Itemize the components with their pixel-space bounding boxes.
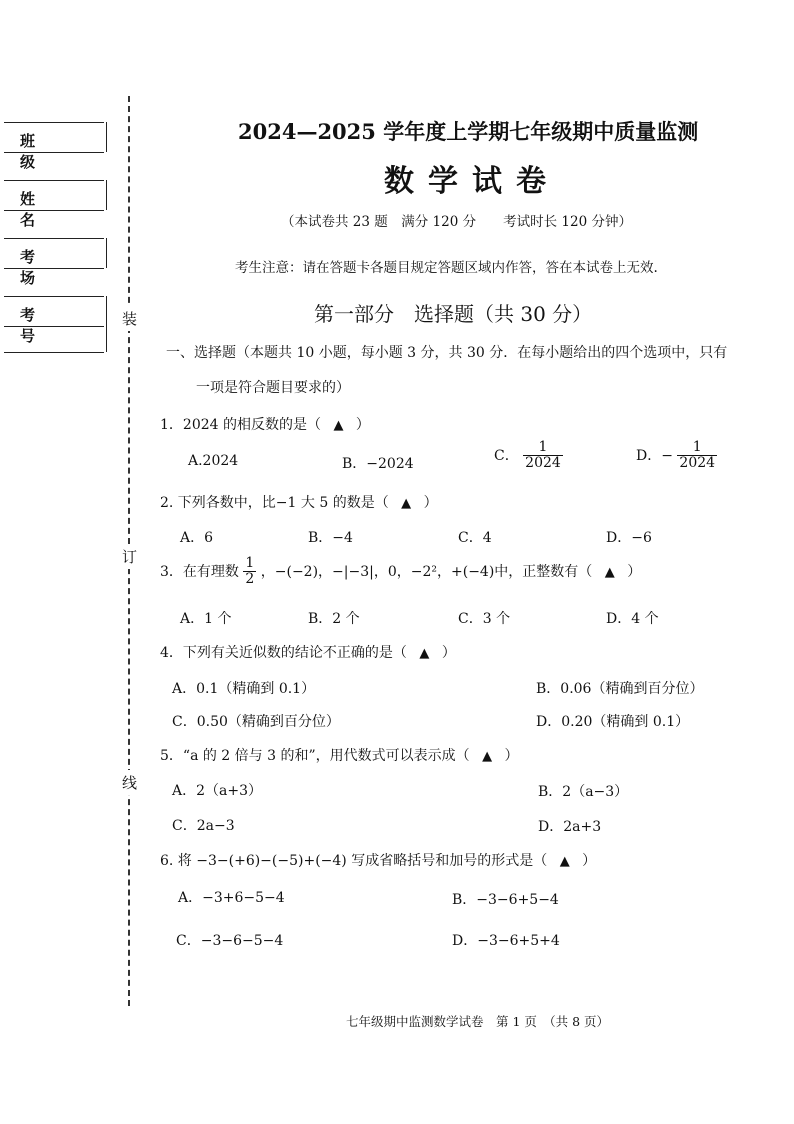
- question-1-stem: 1．2024 的相反数的是（ ▲ ）: [160, 417, 370, 433]
- answer-triangle-icon: ▲: [419, 646, 430, 661]
- answer-triangle-icon: ▲: [482, 749, 493, 764]
- question-4-stem: 4．下列有关近似数的结论不正确的是（ ▲ ）: [160, 645, 456, 661]
- q5-option-b[interactable]: B．2（a−3）: [538, 784, 629, 800]
- q1-option-b[interactable]: B．−2024: [342, 456, 414, 472]
- q5-option-c[interactable]: C．2a−3: [172, 818, 235, 834]
- q4-option-c[interactable]: C．0.50（精确到百分位）: [172, 714, 340, 730]
- exam-room-field[interactable]: 考 场: [20, 248, 60, 287]
- section-title: 第一部分 选择题（共 30 分）: [314, 302, 593, 326]
- fraction: $\frac{1}{2024}$: [525, 439, 561, 472]
- q5-option-a[interactable]: A．2（a+3）: [172, 783, 263, 799]
- q1-option-c[interactable]: C． $\frac{1}{2024}$: [494, 439, 561, 472]
- exam-number-field[interactable]: 考 号: [20, 306, 60, 345]
- answer-triangle-icon: ▲: [604, 564, 615, 580]
- q3-option-a[interactable]: A．1 个: [180, 611, 232, 627]
- question-5-stem: 5．“a 的 2 倍与 3 的和”，用代数式可以表示成（ ▲ ）: [160, 748, 519, 764]
- q3-option-c[interactable]: C．3 个: [458, 611, 511, 627]
- question-6-stem: 6. 将 −3−(+6)−(−5)+(−4) 写成省略括号和加号的形式是（ ▲ ）: [160, 853, 597, 869]
- binding-char-ding: 订: [122, 544, 137, 569]
- q4-option-a[interactable]: A．0.1（精确到 0.1）: [172, 681, 316, 697]
- exam-meta: （本试卷共 23 题 满分 120 分 考试时长 120 分钟）: [281, 214, 632, 230]
- answer-triangle-icon: ▲: [333, 418, 344, 433]
- fraction: $\frac{1}{2024}$: [679, 439, 716, 472]
- binding-char-zhuang: 装: [122, 306, 137, 331]
- q2-option-d[interactable]: D．−6: [606, 530, 652, 546]
- instructions-line2: 一项是符合题目要求的）: [196, 380, 350, 396]
- q6-option-a[interactable]: A．−3+6−5−4: [178, 890, 285, 906]
- class-field[interactable]: 班 级: [20, 132, 60, 171]
- exam-subtitle: 数学试卷: [384, 164, 560, 199]
- q2-option-b[interactable]: B．−4: [308, 530, 353, 546]
- q3-option-b[interactable]: B．2 个: [308, 611, 360, 627]
- q4-option-b[interactable]: B．0.06（精确到百分位）: [536, 681, 704, 697]
- exam-notice: 考生注意：请在答题卡各题目规定答题区域内作答，答在本试卷上无效.: [235, 260, 658, 276]
- question-3-stem: 3．在有理数 $\frac{1}{2}$ ，−(−2)，−|−3|，0，−2²，+(−4)中，正整数有（ ▲ ）: [160, 555, 642, 588]
- q3-option-d[interactable]: D．4 个: [606, 611, 659, 627]
- q6-option-d[interactable]: D．−3−6+5+4: [452, 933, 560, 949]
- q2-option-a[interactable]: A．6: [180, 530, 214, 546]
- q1-option-d[interactable]: D．− $\frac{1}{2024}$: [636, 439, 716, 472]
- exam-title: 2024—2025 学年度上学期七年级期中质量监测: [238, 119, 699, 144]
- fraction: $\frac{1}{2}$: [245, 555, 255, 588]
- name-field[interactable]: 姓 名: [20, 190, 60, 229]
- q4-option-d[interactable]: D．0.20（精确到 0.1）: [536, 714, 690, 730]
- q2-option-c[interactable]: C．4: [458, 530, 492, 546]
- student-info-box: [4, 122, 104, 352]
- q5-option-d[interactable]: D．2a+3: [538, 819, 602, 835]
- q1-option-a[interactable]: A.2024: [188, 453, 239, 469]
- q6-option-c[interactable]: C．−3−6−5−4: [176, 933, 284, 949]
- binding-char-xian: 线: [122, 770, 137, 795]
- page-footer: 七年级期中监测数学试卷 第 1 页 （共 8 页）: [346, 1014, 610, 1029]
- answer-triangle-icon: ▲: [401, 496, 412, 511]
- q6-option-b[interactable]: B．−3−6+5−4: [452, 892, 559, 908]
- instructions-line1: 一、选择题（本题共 10 小题，每小题 3 分，共 30 分．在每小题给出的四个选项中，只有: [166, 345, 728, 361]
- answer-triangle-icon: ▲: [559, 854, 570, 869]
- question-2-stem: 2. 下列各数中，比−1 大 5 的数是（ ▲ ）: [160, 495, 438, 511]
